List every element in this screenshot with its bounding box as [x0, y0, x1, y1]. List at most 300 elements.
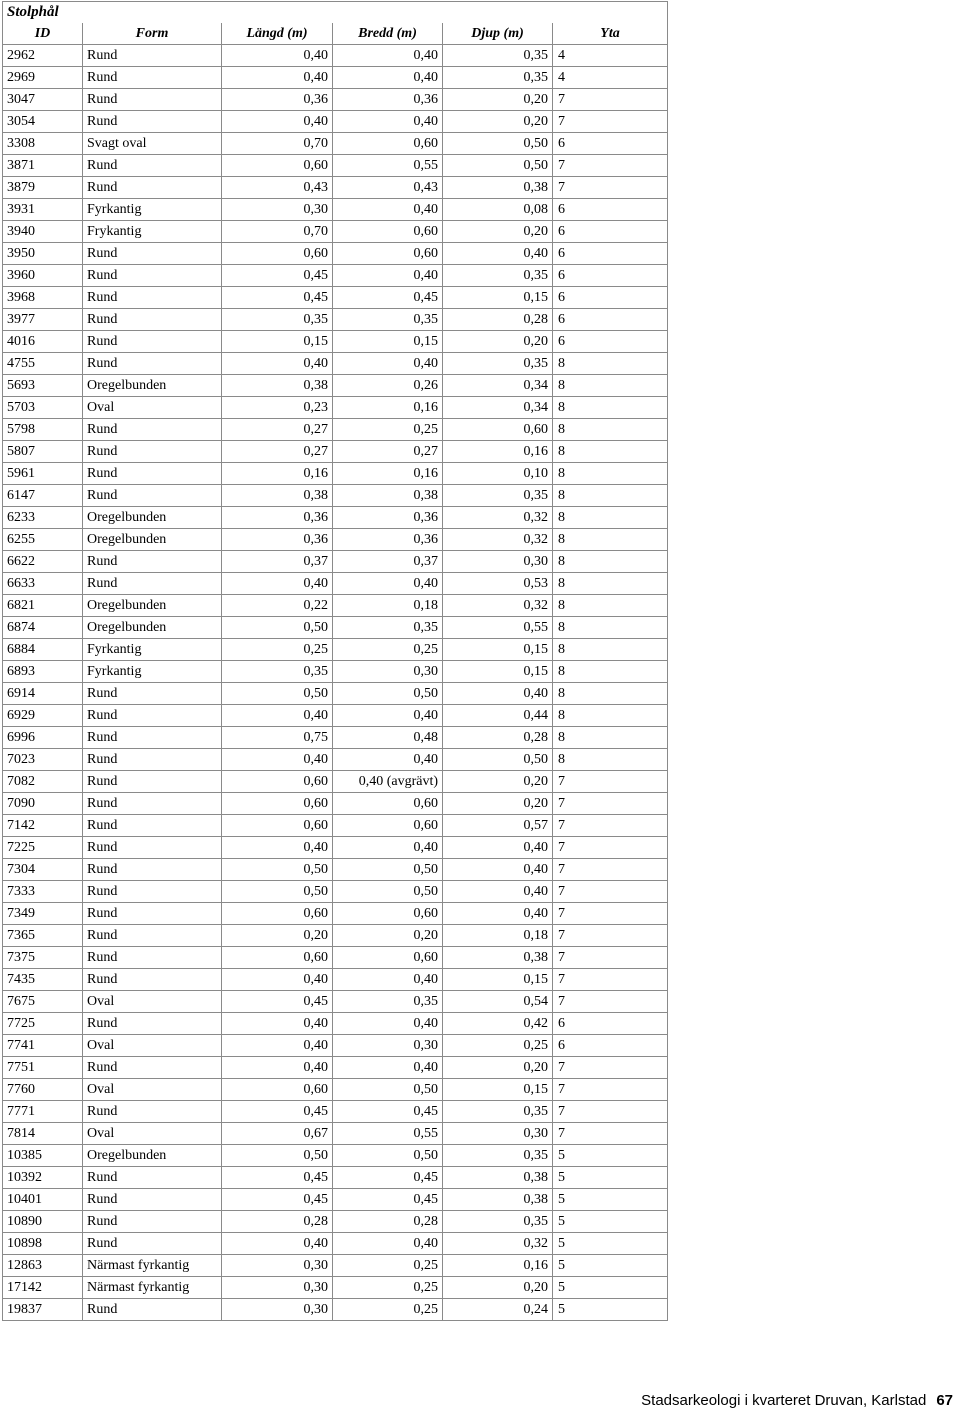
cell-yta: 7	[553, 1057, 668, 1079]
cell-bredd: 0,40	[333, 265, 443, 287]
cell-bredd: 0,25	[333, 1255, 443, 1277]
cell-form: Oval	[83, 1079, 222, 1101]
cell-djup: 0,16	[443, 441, 553, 463]
cell-form: Rund	[83, 573, 222, 595]
cell-bredd: 0,45	[333, 287, 443, 309]
table-row	[3, 331, 668, 353]
cell-bredd: 0,30	[333, 661, 443, 683]
cell-form: Rund	[83, 793, 222, 815]
cell-form: Oregelbunden	[83, 1145, 222, 1167]
cell-id: 3968	[3, 287, 83, 309]
cell-bredd: 0,16	[333, 463, 443, 485]
cell-id: 7365	[3, 925, 83, 947]
cell-langd: 0,40	[222, 1057, 333, 1079]
cell-bredd: 0,16	[333, 397, 443, 419]
cell-form: Rund	[83, 243, 222, 265]
cell-yta: 8	[553, 397, 668, 419]
cell-bredd: 0,40	[333, 45, 443, 67]
table-row	[3, 45, 668, 67]
cell-id: 3871	[3, 155, 83, 177]
cell-bredd: 0,40 (avgrävt)	[333, 771, 443, 793]
cell-bredd: 0,15	[333, 331, 443, 353]
cell-yta: 8	[553, 375, 668, 397]
cell-yta: 8	[553, 463, 668, 485]
cell-form: Rund	[83, 925, 222, 947]
cell-yta: 7	[553, 837, 668, 859]
cell-id: 3308	[3, 133, 83, 155]
cell-id: 6147	[3, 485, 83, 507]
table-row	[3, 947, 668, 969]
cell-bredd: 0,40	[333, 573, 443, 595]
header-form: Form	[83, 23, 222, 45]
cell-yta: 7	[553, 859, 668, 881]
cell-form: Oval	[83, 1123, 222, 1145]
cell-langd: 0,45	[222, 1167, 333, 1189]
cell-yta: 7	[553, 177, 668, 199]
table-row	[3, 859, 668, 881]
cell-form: Oval	[83, 397, 222, 419]
cell-bredd: 0,55	[333, 155, 443, 177]
table-row	[3, 903, 668, 925]
cell-djup: 0,50	[443, 133, 553, 155]
cell-form: Oval	[83, 991, 222, 1013]
cell-djup: 0,42	[443, 1013, 553, 1035]
cell-djup: 0,50	[443, 155, 553, 177]
cell-djup: 0,35	[443, 67, 553, 89]
cell-langd: 0,60	[222, 903, 333, 925]
cell-langd: 0,60	[222, 793, 333, 815]
cell-langd: 0,28	[222, 1211, 333, 1233]
cell-bredd: 0,60	[333, 815, 443, 837]
cell-bredd: 0,36	[333, 529, 443, 551]
cell-langd: 0,36	[222, 529, 333, 551]
cell-id: 7675	[3, 991, 83, 1013]
table-body	[3, 45, 668, 1321]
cell-yta: 7	[553, 111, 668, 133]
cell-id: 6929	[3, 705, 83, 727]
cell-form: Rund	[83, 485, 222, 507]
cell-langd: 0,40	[222, 749, 333, 771]
cell-langd: 0,60	[222, 815, 333, 837]
cell-bredd: 0,45	[333, 1101, 443, 1123]
cell-djup: 0,35	[443, 485, 553, 507]
cell-yta: 8	[553, 573, 668, 595]
cell-form: Rund	[83, 419, 222, 441]
stolphal-table	[2, 1, 668, 1321]
cell-yta: 8	[553, 617, 668, 639]
cell-id: 17142	[3, 1277, 83, 1299]
cell-bredd: 0,35	[333, 617, 443, 639]
cell-langd: 0,22	[222, 595, 333, 617]
cell-bredd: 0,50	[333, 1079, 443, 1101]
cell-djup: 0,35	[443, 45, 553, 67]
table-row	[3, 837, 668, 859]
cell-form: Rund	[83, 463, 222, 485]
cell-id: 7814	[3, 1123, 83, 1145]
cell-djup: 0,35	[443, 1211, 553, 1233]
cell-djup: 0,20	[443, 89, 553, 111]
cell-bredd: 0,50	[333, 683, 443, 705]
cell-langd: 0,35	[222, 309, 333, 331]
cell-bredd: 0,40	[333, 1013, 443, 1035]
cell-yta: 6	[553, 1013, 668, 1035]
cell-djup: 0,20	[443, 111, 553, 133]
cell-form: Oregelbunden	[83, 375, 222, 397]
cell-djup: 0,54	[443, 991, 553, 1013]
cell-bredd: 0,50	[333, 881, 443, 903]
cell-form: Oregelbunden	[83, 595, 222, 617]
cell-bredd: 0,26	[333, 375, 443, 397]
cell-id: 10890	[3, 1211, 83, 1233]
cell-yta: 6	[553, 287, 668, 309]
cell-djup: 0,20	[443, 331, 553, 353]
cell-id: 7375	[3, 947, 83, 969]
table-row	[3, 1211, 668, 1233]
cell-langd: 0,75	[222, 727, 333, 749]
cell-yta: 7	[553, 1079, 668, 1101]
cell-bredd: 0,36	[333, 89, 443, 111]
cell-langd: 0,45	[222, 265, 333, 287]
cell-langd: 0,16	[222, 463, 333, 485]
cell-bredd: 0,45	[333, 1167, 443, 1189]
table-row	[3, 1035, 668, 1057]
cell-yta: 8	[553, 639, 668, 661]
cell-langd: 0,60	[222, 243, 333, 265]
cell-bredd: 0,40	[333, 837, 443, 859]
cell-id: 10898	[3, 1233, 83, 1255]
cell-form: Rund	[83, 265, 222, 287]
cell-id: 4016	[3, 331, 83, 353]
cell-langd: 0,20	[222, 925, 333, 947]
cell-yta: 5	[553, 1255, 668, 1277]
cell-id: 6255	[3, 529, 83, 551]
cell-langd: 0,15	[222, 331, 333, 353]
cell-id: 6996	[3, 727, 83, 749]
cell-id: 5693	[3, 375, 83, 397]
page-number: 67	[936, 1392, 953, 1409]
cell-form: Rund	[83, 903, 222, 925]
cell-form: Rund	[83, 947, 222, 969]
cell-langd: 0,40	[222, 45, 333, 67]
cell-yta: 8	[553, 749, 668, 771]
table-row	[3, 1101, 668, 1123]
cell-form: Rund	[83, 309, 222, 331]
cell-langd: 0,60	[222, 771, 333, 793]
cell-langd: 0,25	[222, 639, 333, 661]
header-langd: Längd (m)	[222, 23, 333, 45]
cell-yta: 8	[553, 419, 668, 441]
table-row	[3, 507, 668, 529]
cell-bredd: 0,25	[333, 639, 443, 661]
cell-djup: 0,18	[443, 925, 553, 947]
table-row	[3, 639, 668, 661]
cell-bredd: 0,40	[333, 67, 443, 89]
cell-form: Rund	[83, 837, 222, 859]
cell-id: 6884	[3, 639, 83, 661]
cell-langd: 0,60	[222, 1079, 333, 1101]
cell-form: Rund	[83, 1167, 222, 1189]
cell-langd: 0,60	[222, 155, 333, 177]
cell-id: 5798	[3, 419, 83, 441]
cell-id: 6633	[3, 573, 83, 595]
cell-yta: 8	[553, 661, 668, 683]
cell-langd: 0,30	[222, 199, 333, 221]
table-row	[3, 1013, 668, 1035]
cell-form: Oval	[83, 1035, 222, 1057]
cell-form: Rund	[83, 287, 222, 309]
cell-yta: 7	[553, 1123, 668, 1145]
cell-form: Rund	[83, 1101, 222, 1123]
cell-langd: 0,40	[222, 705, 333, 727]
cell-langd: 0,27	[222, 441, 333, 463]
cell-langd: 0,36	[222, 89, 333, 111]
table-row	[3, 1167, 668, 1189]
cell-bredd: 0,40	[333, 199, 443, 221]
cell-langd: 0,37	[222, 551, 333, 573]
cell-form: Rund	[83, 111, 222, 133]
cell-langd: 0,60	[222, 947, 333, 969]
cell-djup: 0,55	[443, 617, 553, 639]
header-id: ID	[3, 23, 83, 45]
cell-bredd: 0,25	[333, 1299, 443, 1321]
table-row	[3, 727, 668, 749]
cell-langd: 0,30	[222, 1277, 333, 1299]
cell-id: 3977	[3, 309, 83, 331]
cell-djup: 0,20	[443, 221, 553, 243]
cell-langd: 0,45	[222, 1101, 333, 1123]
cell-form: Fyrkantig	[83, 639, 222, 661]
cell-langd: 0,45	[222, 991, 333, 1013]
table-row	[3, 1189, 668, 1211]
cell-id: 3960	[3, 265, 83, 287]
cell-yta: 7	[553, 881, 668, 903]
cell-yta: 8	[553, 485, 668, 507]
cell-bredd: 0,20	[333, 925, 443, 947]
table-row	[3, 705, 668, 727]
footer-title: Stadsarkeologi i kvarteret Druvan, Karlstad	[641, 1392, 927, 1409]
cell-bredd: 0,40	[333, 1057, 443, 1079]
table-row	[3, 1057, 668, 1079]
cell-form: Rund	[83, 353, 222, 375]
cell-langd: 0,35	[222, 661, 333, 683]
cell-id: 7349	[3, 903, 83, 925]
cell-djup: 0,15	[443, 969, 553, 991]
cell-djup: 0,38	[443, 947, 553, 969]
cell-yta: 8	[553, 507, 668, 529]
cell-djup: 0,44	[443, 705, 553, 727]
cell-bredd: 0,28	[333, 1211, 443, 1233]
cell-bredd: 0,50	[333, 859, 443, 881]
cell-djup: 0,25	[443, 1035, 553, 1057]
cell-yta: 8	[553, 683, 668, 705]
table-row	[3, 1277, 668, 1299]
cell-bredd: 0,27	[333, 441, 443, 463]
cell-bredd: 0,18	[333, 595, 443, 617]
cell-id: 7333	[3, 881, 83, 903]
table-row	[3, 793, 668, 815]
table-row	[3, 199, 668, 221]
cell-yta: 8	[553, 529, 668, 551]
table-row	[3, 815, 668, 837]
cell-langd: 0,70	[222, 221, 333, 243]
cell-langd: 0,23	[222, 397, 333, 419]
table-row	[3, 1255, 668, 1277]
cell-id: 12863	[3, 1255, 83, 1277]
cell-form: Rund	[83, 727, 222, 749]
cell-djup: 0,53	[443, 573, 553, 595]
cell-djup: 0,32	[443, 507, 553, 529]
cell-langd: 0,38	[222, 485, 333, 507]
cell-id: 7771	[3, 1101, 83, 1123]
table-row	[3, 67, 668, 89]
cell-form: Rund	[83, 969, 222, 991]
cell-djup: 0,30	[443, 1123, 553, 1145]
cell-yta: 8	[553, 353, 668, 375]
cell-langd: 0,30	[222, 1255, 333, 1277]
cell-yta: 7	[553, 155, 668, 177]
cell-form: Oregelbunden	[83, 617, 222, 639]
cell-id: 7225	[3, 837, 83, 859]
table-row	[3, 463, 668, 485]
cell-bredd: 0,45	[333, 1189, 443, 1211]
cell-yta: 5	[553, 1233, 668, 1255]
cell-yta: 7	[553, 1101, 668, 1123]
cell-djup: 0,38	[443, 1167, 553, 1189]
cell-langd: 0,40	[222, 67, 333, 89]
cell-form: Rund	[83, 331, 222, 353]
table-row	[3, 353, 668, 375]
cell-langd: 0,40	[222, 353, 333, 375]
cell-langd: 0,50	[222, 859, 333, 881]
cell-djup: 0,40	[443, 683, 553, 705]
cell-yta: 6	[553, 133, 668, 155]
table-row	[3, 397, 668, 419]
cell-form: Rund	[83, 67, 222, 89]
cell-id: 7435	[3, 969, 83, 991]
table-row	[3, 375, 668, 397]
header-bredd: Bredd (m)	[333, 23, 443, 45]
table-row	[3, 529, 668, 551]
cell-yta: 7	[553, 89, 668, 111]
cell-id: 7725	[3, 1013, 83, 1035]
cell-id: 3950	[3, 243, 83, 265]
cell-langd: 0,40	[222, 573, 333, 595]
cell-form: Rund	[83, 881, 222, 903]
cell-langd: 0,50	[222, 683, 333, 705]
cell-yta: 7	[553, 903, 668, 925]
cell-djup: 0,32	[443, 595, 553, 617]
cell-djup: 0,30	[443, 551, 553, 573]
cell-form: Rund	[83, 1299, 222, 1321]
cell-bredd: 0,36	[333, 507, 443, 529]
cell-id: 7090	[3, 793, 83, 815]
cell-langd: 0,40	[222, 1035, 333, 1057]
cell-id: 3940	[3, 221, 83, 243]
cell-id: 6893	[3, 661, 83, 683]
table-row	[3, 1299, 668, 1321]
cell-bredd: 0,55	[333, 1123, 443, 1145]
cell-bredd: 0,60	[333, 221, 443, 243]
cell-langd: 0,50	[222, 1145, 333, 1167]
cell-djup: 0,08	[443, 199, 553, 221]
cell-yta: 8	[553, 441, 668, 463]
cell-id: 7760	[3, 1079, 83, 1101]
cell-djup: 0,57	[443, 815, 553, 837]
cell-yta: 6	[553, 331, 668, 353]
cell-langd: 0,40	[222, 1013, 333, 1035]
cell-form: Oregelbunden	[83, 529, 222, 551]
table-row	[3, 925, 668, 947]
table-row	[3, 661, 668, 683]
cell-form: Rund	[83, 441, 222, 463]
table-row	[3, 177, 668, 199]
table-row	[3, 111, 668, 133]
cell-langd: 0,40	[222, 1233, 333, 1255]
cell-djup: 0,24	[443, 1299, 553, 1321]
cell-yta: 7	[553, 793, 668, 815]
cell-id: 7741	[3, 1035, 83, 1057]
cell-langd: 0,50	[222, 881, 333, 903]
table-row	[3, 881, 668, 903]
table-row	[3, 243, 668, 265]
cell-form: Rund	[83, 1233, 222, 1255]
cell-yta: 8	[553, 551, 668, 573]
table-row	[3, 573, 668, 595]
header-yta: Yta	[553, 23, 668, 45]
cell-id: 2969	[3, 67, 83, 89]
cell-id: 7142	[3, 815, 83, 837]
table-row	[3, 551, 668, 573]
cell-bredd: 0,60	[333, 947, 443, 969]
cell-id: 10392	[3, 1167, 83, 1189]
table-row	[3, 1145, 668, 1167]
table-row	[3, 485, 668, 507]
cell-form: Oregelbunden	[83, 507, 222, 529]
cell-djup: 0,38	[443, 1189, 553, 1211]
cell-form: Rund	[83, 1057, 222, 1079]
table-row	[3, 155, 668, 177]
table-row	[3, 221, 668, 243]
cell-id: 6233	[3, 507, 83, 529]
table-row	[3, 969, 668, 991]
cell-langd: 0,30	[222, 1299, 333, 1321]
cell-bredd: 0,30	[333, 1035, 443, 1057]
cell-yta: 7	[553, 991, 668, 1013]
cell-djup: 0,15	[443, 661, 553, 683]
cell-form: Rund	[83, 155, 222, 177]
cell-djup: 0,40	[443, 903, 553, 925]
cell-djup: 0,40	[443, 837, 553, 859]
cell-langd: 0,40	[222, 969, 333, 991]
cell-id: 7304	[3, 859, 83, 881]
cell-form: Fyrkantig	[83, 661, 222, 683]
cell-djup: 0,40	[443, 881, 553, 903]
cell-bredd: 0,60	[333, 243, 443, 265]
table-row	[3, 441, 668, 463]
cell-bredd: 0,35	[333, 309, 443, 331]
table-row	[3, 683, 668, 705]
cell-djup: 0,16	[443, 1255, 553, 1277]
cell-yta: 5	[553, 1189, 668, 1211]
cell-djup: 0,40	[443, 243, 553, 265]
table-row	[3, 771, 668, 793]
cell-djup: 0,15	[443, 639, 553, 661]
cell-yta: 6	[553, 1035, 668, 1057]
cell-form: Närmast fyrkantig	[83, 1277, 222, 1299]
cell-id: 4755	[3, 353, 83, 375]
cell-form: Svagt oval	[83, 133, 222, 155]
cell-bredd: 0,48	[333, 727, 443, 749]
